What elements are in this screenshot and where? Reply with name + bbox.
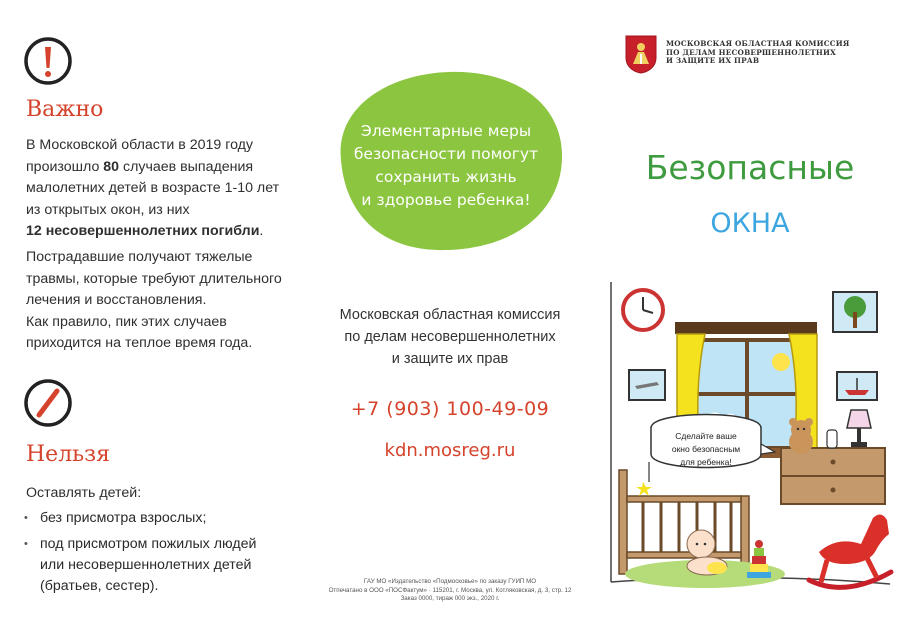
forbidden-list — [20, 508, 290, 602]
list-item: • без присмотра взрослых; — [20, 508, 290, 529]
speech-bubble-text: Сделайте ваше окно безопасным для ребенка! — [671, 431, 741, 467]
stacking-toy-icon — [747, 540, 771, 578]
phone-number[interactable]: +7 (903) 100-49-09 — [350, 398, 550, 420]
coat-of-arms-icon — [624, 34, 658, 74]
forbidden-intro: Оставлять детей: — [26, 485, 142, 501]
list-item: • под присмотром пожилых людей или несовершеннолетних детей (братьев, сестер). — [20, 534, 278, 597]
org-name: МОСКОВСКАЯ ОБЛАСТНАЯ КОМИССИЯ ПО ДЕЛАМ НЕСОВЕРШЕННОЛЕТНИХ И ЗАЩИТЕ ИХ ПРАВ — [666, 39, 850, 66]
injury-text: Пострадавшие получают тяжелые травмы, которые требуют длительного лечения и восстановления. Как правило, пик этих случаев приходится на теплое время года. — [26, 249, 282, 351]
imprint: ГАУ МО «Издательство «Подмосковье» по заказу ГУИП МО Отпечатано в ООО «ПОСФактум» · 115201, г. Москва, ул. Котляковская, д. 3, стр. 12 Заказ 0000, тираж 000 экз., 2020 г. — [328, 578, 572, 602]
title-line-2: ОКНА — [710, 208, 790, 239]
website-link[interactable]: kdn.mosreg.ru — [384, 440, 516, 461]
teddy-bear-icon — [789, 418, 813, 454]
crib-icon — [619, 470, 749, 574]
important-heading: Важно — [26, 97, 104, 122]
forbidden-heading: Нельзя — [26, 442, 111, 467]
rocking-horse-icon — [809, 514, 891, 587]
middle-panel — [300, 0, 600, 636]
commission-name: Московская областная комиссия по делам несовершеннолетних и защите их прав — [339, 307, 561, 367]
boat-picture-icon — [837, 372, 877, 400]
lamp-icon — [847, 410, 871, 447]
important-text: В Московской области в 2019 году произошло 80 случаев выпадения малолетних детей в возрасте 1-10 лет из открытых окон, из них 12 несовершеннолетних погибли. — [26, 137, 280, 239]
title-line-1: Безопасные — [645, 148, 855, 187]
clock-icon — [623, 290, 663, 330]
warning-exclamation-icon — [22, 35, 74, 87]
plane-picture-icon — [629, 370, 665, 400]
right-panel — [600, 0, 900, 636]
left-panel — [0, 0, 300, 636]
tree-picture-icon — [833, 292, 877, 332]
safety-message: Элементарные меры безопасности помогут сохранить жизнь и здоровье ребенка! — [353, 122, 539, 209]
prohibited-icon — [22, 377, 74, 429]
